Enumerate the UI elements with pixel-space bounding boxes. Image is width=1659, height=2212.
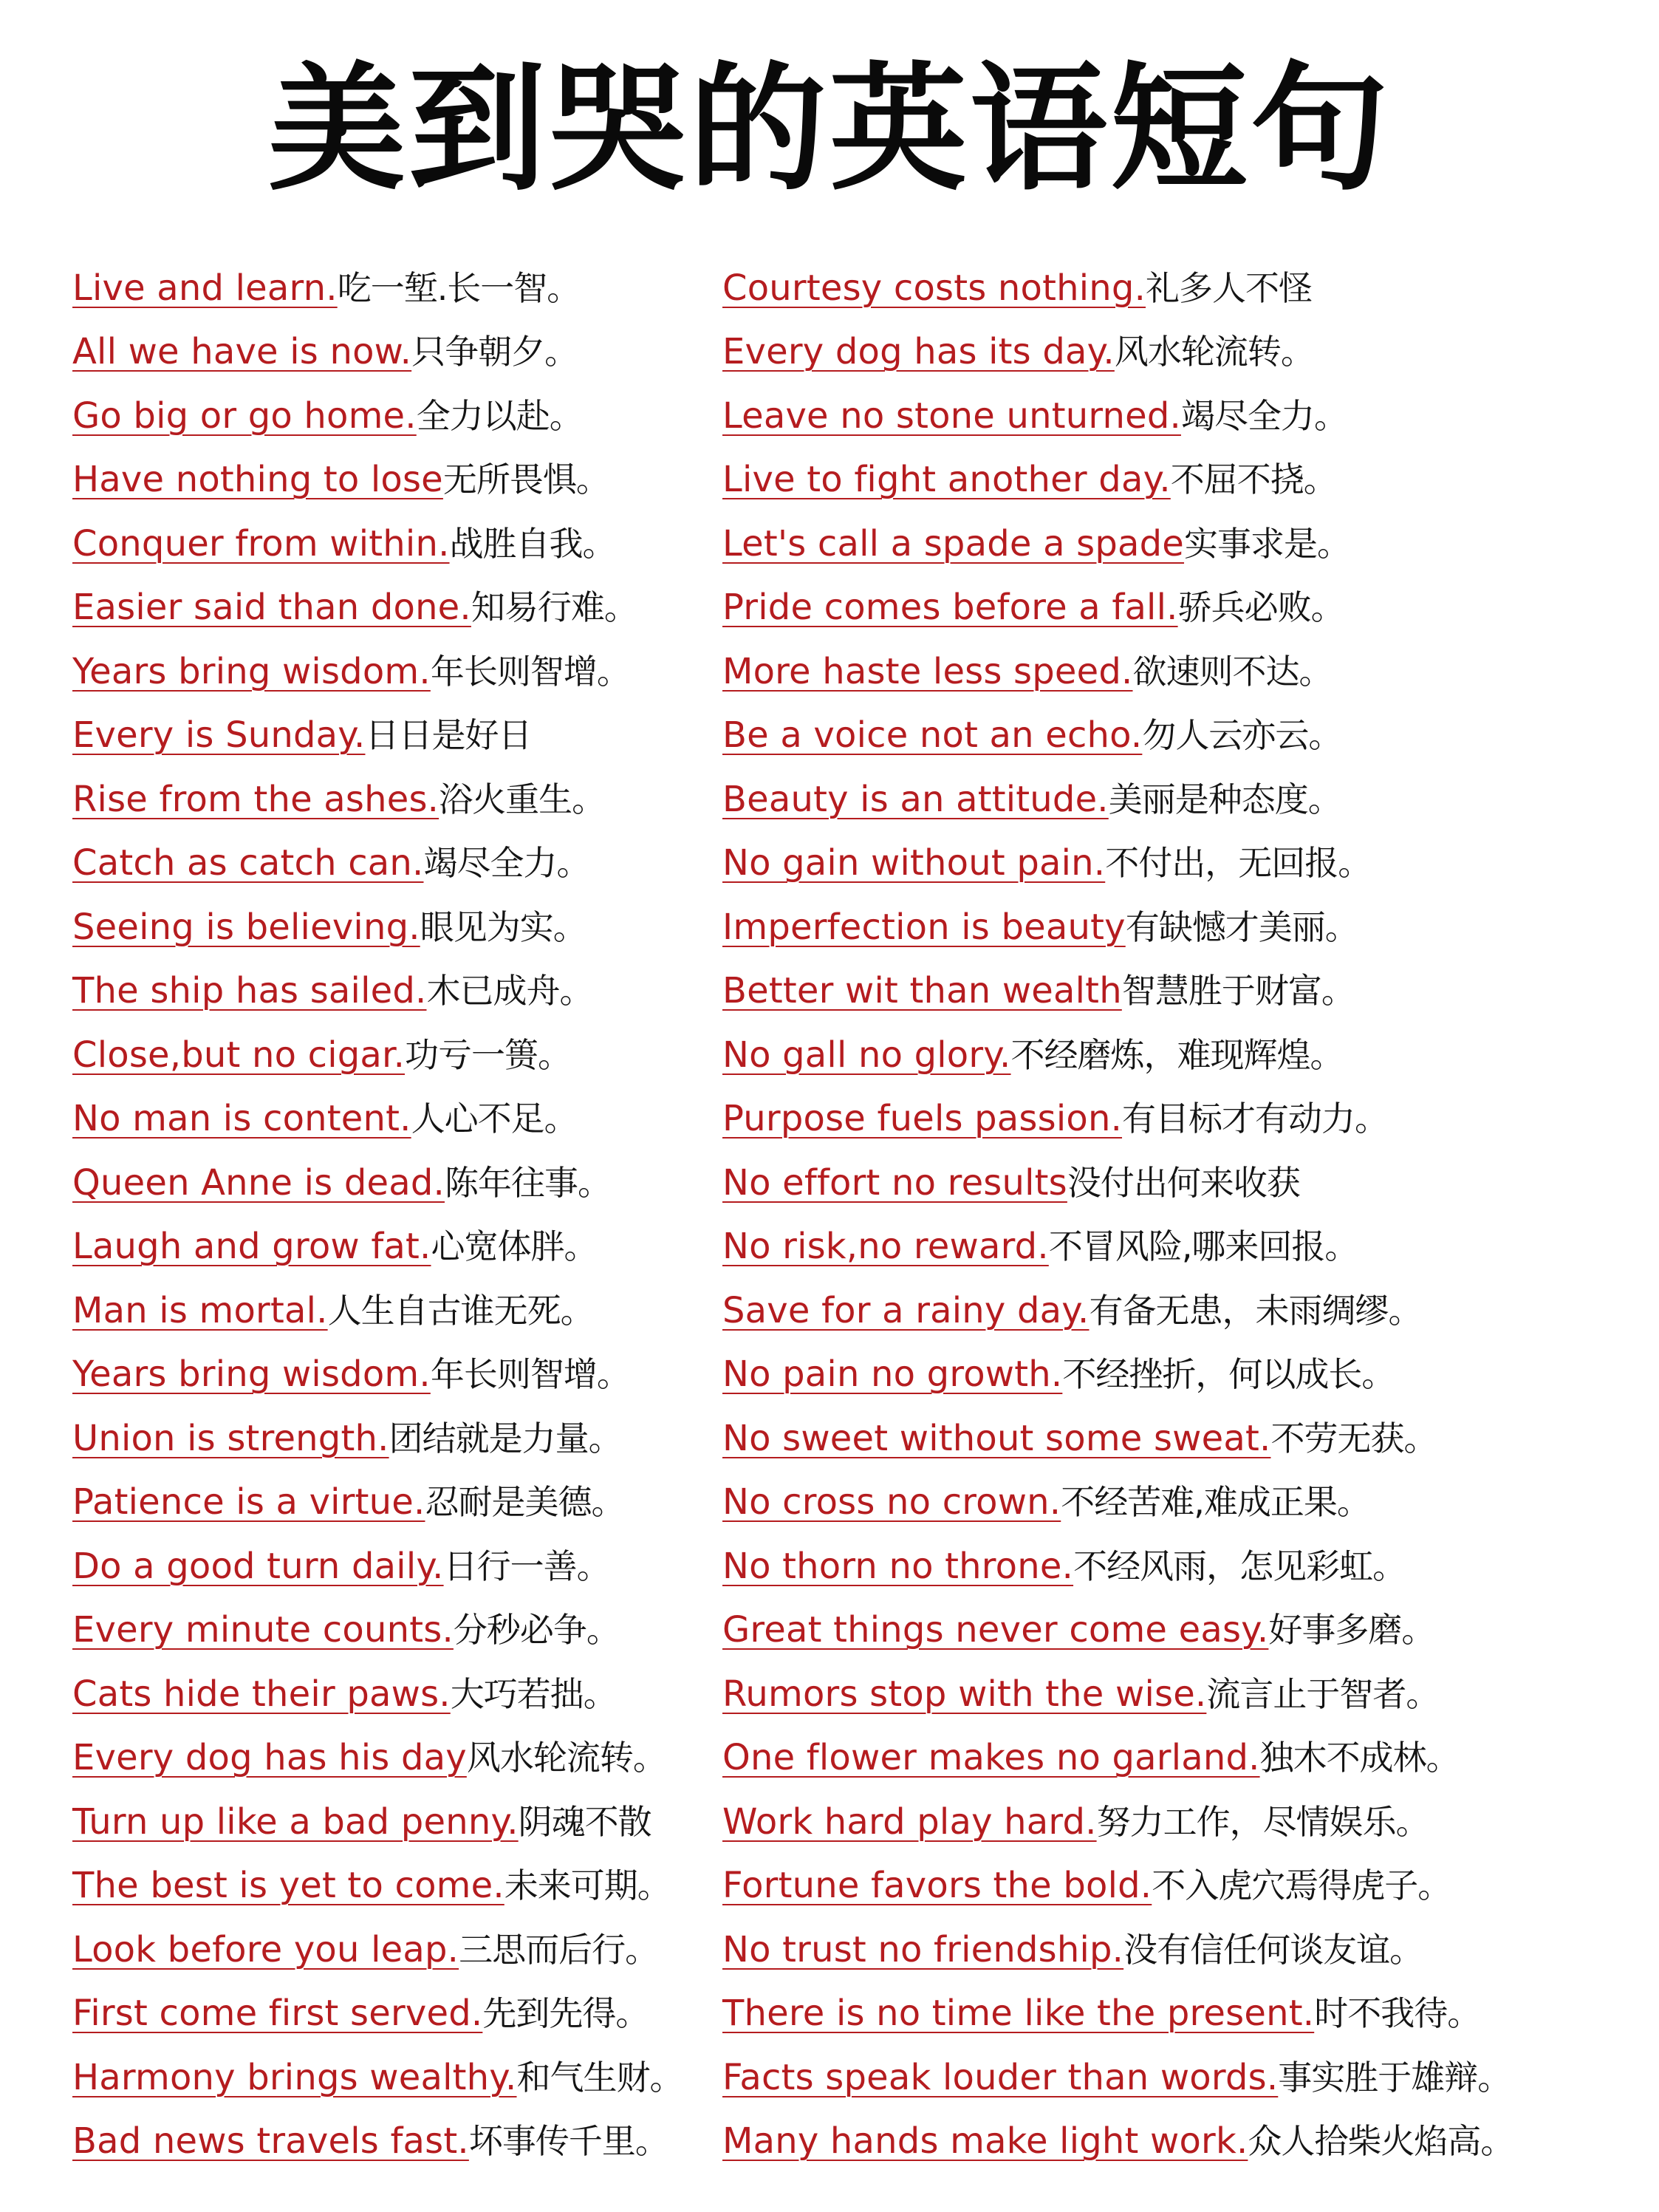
chinese-translation: 礼多人不怪	[1146, 267, 1313, 308]
phrase-pair	[72, 651, 630, 703]
phrase-row	[722, 2109, 1594, 2173]
english-phrase: Every is Sunday.	[72, 714, 366, 756]
chinese-translation: 风水轮流转。	[466, 1738, 666, 1778]
chinese-translation: 分秒必争。	[453, 1610, 620, 1650]
phrase-row	[72, 1916, 722, 1981]
phrase-pair	[722, 1929, 1423, 1981]
english-phrase: Catch as catch can.	[72, 842, 424, 884]
chinese-translation: 日行一善。	[443, 1546, 610, 1586]
phrase-pair	[72, 1418, 622, 1469]
english-phrase: Work hard play hard.	[722, 1800, 1097, 1843]
english-phrase: Man is mortal.	[72, 1289, 328, 1331]
chinese-translation: 只争朝夕。	[411, 332, 578, 372]
chinese-translation: 有目标才有动力。	[1122, 1099, 1389, 1139]
english-phrase: There is no time like the present.	[722, 1993, 1315, 2034]
chinese-translation: 先到先得。	[482, 1993, 649, 2033]
english-phrase: Every dog has his day	[72, 1737, 467, 1778]
phrase-pair	[722, 1098, 1388, 1150]
phrase-pair	[72, 587, 637, 638]
phrase-row	[722, 2044, 1594, 2109]
phrase-row	[72, 1533, 722, 1597]
chinese-translation: 全力以赴。	[416, 395, 583, 436]
phrase-row	[72, 894, 722, 958]
phrase-row	[72, 638, 722, 703]
phrase-row	[72, 255, 722, 319]
phrase-row	[72, 1661, 722, 1725]
chinese-translation: 阴魂不散	[518, 1801, 651, 1842]
phrase-pair	[722, 1865, 1451, 1916]
phrase-pair	[72, 1929, 658, 1981]
chinese-translation: 好事多磨。	[1268, 1610, 1435, 1650]
english-phrase: The ship has sailed.	[72, 970, 427, 1011]
chinese-translation: 三思而后行。	[459, 1929, 659, 1970]
chinese-translation: 战胜自我。	[449, 523, 616, 564]
phrase-row	[72, 1405, 722, 1469]
page-title: 美到哭的英语短句	[267, 49, 1391, 209]
phrase-row	[722, 1086, 1594, 1150]
english-phrase: No thorn no throne.	[722, 1545, 1074, 1587]
phrase-pair	[72, 1162, 611, 1214]
phrase-row	[722, 958, 1594, 1023]
chinese-translation: 大巧若拙。	[450, 1673, 617, 1714]
phrase-pair	[722, 459, 1337, 511]
chinese-translation: 竭尽全力。	[1180, 395, 1347, 436]
chinese-translation: 不经苦难,难成正果。	[1061, 1482, 1370, 1522]
chinese-translation: 人生自古谁无死。	[327, 1290, 594, 1331]
phrase-row	[722, 766, 1594, 830]
chinese-translation: 和气生财。	[516, 2057, 683, 2097]
phrase-pair	[722, 2057, 1511, 2109]
english-phrase: Pride comes before a fall.	[722, 587, 1178, 628]
phrase-row	[722, 1853, 1594, 1917]
english-phrase: No risk,no reward.	[722, 1226, 1049, 1267]
phrase-row	[72, 1150, 722, 1214]
phrase-pair	[72, 779, 605, 830]
phrase-pair	[72, 970, 592, 1022]
phrase-row	[722, 1214, 1594, 1278]
phrase-pair	[72, 907, 586, 958]
english-phrase: One flower makes no garland.	[722, 1737, 1260, 1778]
chinese-translation: 忍耐是美德。	[425, 1482, 625, 1522]
phrase-row	[722, 1277, 1594, 1342]
chinese-translation: 日日是好日	[365, 715, 532, 755]
english-phrase: Go big or go home.	[72, 395, 417, 437]
phrase-row	[72, 511, 722, 575]
phrase-pair	[722, 1546, 1406, 1597]
phrase-row	[72, 2044, 722, 2109]
chinese-translation: 吃一堑.长一智。	[337, 267, 581, 308]
chinese-translation: 不经挫折，何以成长。	[1062, 1354, 1395, 1394]
phrase-row	[722, 1342, 1594, 1406]
phrase-row	[722, 830, 1594, 895]
phrase-pair	[722, 907, 1358, 958]
phrase-row	[72, 383, 722, 447]
chinese-translation: 时不我待。	[1314, 1993, 1481, 2033]
phrase-pair	[722, 651, 1333, 703]
phrase-pair	[722, 1609, 1434, 1661]
chinese-translation: 不经风雨，怎见彩虹。	[1073, 1546, 1406, 1586]
english-phrase: No sweet without some sweat.	[722, 1417, 1271, 1459]
english-phrase: Cats hide their paws.	[72, 1673, 451, 1715]
phrase-pair	[722, 587, 1344, 638]
phrase-row	[72, 1789, 722, 1853]
english-phrase: No man is content.	[72, 1098, 411, 1139]
phrase-pair	[722, 523, 1350, 575]
chinese-translation: 勿人云亦云。	[1142, 715, 1342, 755]
english-phrase: No pain no growth.	[722, 1354, 1063, 1395]
phrase-row	[722, 894, 1594, 958]
phrase-row	[72, 1342, 722, 1406]
phrase-pair	[722, 1737, 1460, 1789]
phrase-row	[72, 830, 722, 895]
english-phrase: Live and learn.	[72, 267, 338, 309]
english-phrase: No gall no glory.	[722, 1034, 1011, 1076]
phrase-row	[72, 575, 722, 639]
english-phrase: Courtesy costs nothing.	[722, 267, 1146, 309]
phrase-pair	[72, 523, 616, 575]
chinese-translation: 流言止于智者。	[1206, 1673, 1440, 1714]
phrase-row	[722, 319, 1594, 383]
phrase-pair	[722, 1354, 1395, 1405]
phrase-row	[722, 383, 1594, 447]
chinese-translation: 不经磨炼，难现辉煌。	[1010, 1034, 1344, 1075]
phrase-pair	[72, 1290, 594, 1342]
english-phrase: Years bring wisdom.	[72, 1354, 431, 1395]
english-phrase: Many hands make light work.	[722, 2120, 1248, 2162]
phrase-pair	[722, 395, 1347, 447]
phrase-row	[722, 1916, 1594, 1981]
english-phrase: No cross no crown.	[722, 1481, 1061, 1523]
phrase-row	[72, 1853, 722, 1917]
phrase-pair	[72, 1354, 630, 1405]
phrase-pair	[72, 267, 580, 319]
chinese-translation: 欲速则不达。	[1132, 651, 1333, 692]
chinese-translation: 团结就是力量。	[389, 1418, 622, 1458]
english-phrase: Rumors stop with the wise.	[722, 1673, 1207, 1715]
chinese-translation: 人心不足。	[411, 1099, 578, 1139]
english-phrase: Live to fight another day.	[722, 459, 1171, 500]
english-phrase: Do a good turn daily.	[72, 1545, 444, 1587]
phrase-row	[722, 1789, 1594, 1853]
english-phrase: Rise from the ashes.	[72, 778, 439, 820]
phrase-row	[72, 1022, 722, 1086]
phrase-pair	[722, 2120, 1513, 2172]
phrase-row	[722, 638, 1594, 703]
phrase-pair	[722, 779, 1341, 830]
english-phrase: Queen Anne is dead.	[72, 1161, 445, 1204]
chinese-translation: 未来可期。	[504, 1865, 671, 1905]
phrase-pair	[722, 1226, 1358, 1277]
english-phrase: Be a voice not an echo.	[722, 714, 1143, 756]
english-phrase: Years bring wisdom.	[72, 650, 431, 692]
english-phrase: Great things never come easy.	[722, 1609, 1269, 1651]
phrase-row	[72, 319, 722, 383]
english-phrase: Bad news travels fast.	[72, 2120, 469, 2162]
phrase-pair	[722, 331, 1314, 383]
english-phrase: Turn up like a bad penny.	[72, 1800, 519, 1843]
chinese-translation: 没付出何来收获	[1067, 1162, 1300, 1203]
phrase-pair	[722, 1034, 1344, 1086]
chinese-translation: 浴火重生。	[439, 779, 606, 819]
phrase-row	[72, 703, 722, 767]
chinese-translation: 风水轮流转。	[1114, 332, 1314, 372]
phrase-row	[722, 575, 1594, 639]
english-phrase: No trust no friendship.	[722, 1928, 1124, 1970]
chinese-translation: 不付出，无回报。	[1105, 843, 1372, 883]
chinese-translation: 心宽体胖。	[431, 1226, 598, 1266]
chinese-translation: 有缺憾才美丽。	[1125, 907, 1358, 947]
phrase-row	[72, 1214, 722, 1278]
phrase-pair	[722, 1418, 1437, 1469]
phrase-pair	[722, 970, 1355, 1022]
english-phrase: No effort no results	[722, 1161, 1067, 1204]
phrase-row	[72, 1981, 722, 2045]
english-phrase: The best is yet to come.	[72, 1865, 504, 1906]
left-phrase-column	[72, 255, 722, 2172]
english-phrase: Purpose fuels passion.	[722, 1098, 1123, 1139]
chinese-translation: 不冒风险,哪来回报。	[1048, 1226, 1358, 1266]
english-phrase: Easier said than done.	[72, 587, 471, 628]
english-phrase: Better wit than wealth	[722, 970, 1122, 1011]
phrase-pair	[72, 1993, 649, 2044]
english-phrase: Harmony brings wealthy.	[72, 2056, 517, 2098]
phrase-pair	[72, 2057, 683, 2109]
phrase-row	[72, 1725, 722, 1789]
phrase-pair	[72, 395, 583, 447]
phrase-row	[72, 447, 722, 511]
phrase-pair	[72, 1673, 617, 1725]
phrase-row	[722, 703, 1594, 767]
phrase-row	[722, 1533, 1594, 1597]
phrase-row	[722, 255, 1594, 319]
phrase-row	[722, 1022, 1594, 1086]
phrase-pair	[72, 714, 531, 766]
phrase-pair	[722, 1481, 1370, 1533]
phrase-row	[722, 1981, 1594, 2045]
chinese-translation: 不屈不挠。	[1170, 460, 1337, 499]
right-phrase-column	[722, 255, 1594, 2172]
phrase-row	[722, 1661, 1594, 1725]
phrase-pair	[722, 714, 1341, 766]
english-phrase: Fortune favors the bold.	[722, 1865, 1152, 1906]
phrase-row	[72, 1277, 722, 1342]
phrase-row	[722, 1150, 1594, 1214]
phrase-row	[72, 1597, 722, 1662]
phrase-row	[722, 1469, 1594, 1534]
chinese-translation: 坏事传千里。	[468, 2121, 668, 2161]
english-phrase: Let's call a spade a spade	[722, 522, 1185, 564]
phrase-row	[72, 1086, 722, 1150]
chinese-translation: 事实胜于雄辩。	[1278, 2057, 1511, 2097]
phrase-row	[72, 1469, 722, 1534]
chinese-translation: 众人拾柴火焰高。	[1248, 2121, 1514, 2161]
english-phrase: Imperfection is beauty	[722, 906, 1126, 948]
phrase-row	[72, 958, 722, 1023]
chinese-translation: 无所畏惧。	[442, 460, 609, 499]
phrase-row	[72, 2109, 722, 2173]
phrase-pair	[72, 1801, 651, 1853]
chinese-translation: 骄兵必败。	[1177, 587, 1344, 627]
english-phrase: Close,but no cigar.	[72, 1034, 406, 1076]
chinese-translation: 功亏一篑。	[405, 1034, 572, 1075]
phrase-row	[722, 1405, 1594, 1469]
english-phrase: Every dog has its day.	[722, 331, 1115, 372]
phrase-pair	[722, 1993, 1480, 2044]
phrase-pair	[72, 1546, 610, 1597]
phrase-pair	[72, 1609, 620, 1661]
chinese-translation: 美丽是种态度。	[1108, 779, 1341, 819]
english-phrase: All we have is now.	[72, 331, 412, 372]
chinese-translation: 不劳无获。	[1270, 1418, 1437, 1458]
english-phrase: Facts speak louder than words.	[722, 2056, 1279, 2098]
english-phrase: Laugh and grow fat.	[72, 1226, 431, 1267]
phrase-row	[722, 447, 1594, 511]
chinese-translation: 眼见为实。	[420, 907, 586, 947]
chinese-translation: 独木不成林。	[1259, 1738, 1460, 1778]
chinese-translation: 年长则智增。	[430, 1354, 630, 1394]
english-phrase: Patience is a virtue.	[72, 1481, 425, 1523]
english-phrase: Have nothing to lose	[72, 459, 443, 500]
phrase-pair	[72, 1865, 671, 1916]
english-phrase: Look before you leap.	[72, 1928, 459, 1970]
english-phrase: Every minute counts.	[72, 1609, 454, 1651]
phrase-pair	[72, 2120, 668, 2172]
phrase-pair	[722, 1801, 1429, 1853]
phrase-row	[72, 766, 722, 830]
phrase-pair	[72, 1737, 666, 1789]
chinese-translation: 木已成舟。	[426, 971, 593, 1011]
phrase-pair	[72, 1034, 571, 1086]
phrase-pair	[722, 267, 1312, 319]
english-phrase: More haste less speed.	[722, 650, 1133, 692]
phrase-pair	[722, 842, 1371, 894]
chinese-translation: 智慧胜于财富。	[1121, 971, 1355, 1011]
phrase-pair	[722, 1162, 1300, 1214]
phrase-row	[722, 1597, 1594, 1662]
phrase-pair	[72, 1226, 598, 1277]
english-phrase: No gain without pain.	[722, 842, 1106, 884]
phrase-pair	[72, 331, 578, 383]
phrase-pair	[72, 459, 609, 511]
chinese-translation: 努力工作，尽情娱乐。	[1096, 1801, 1429, 1842]
english-phrase: Save for a rainy day.	[722, 1289, 1090, 1331]
phrase-pair	[72, 1098, 578, 1150]
english-phrase: Union is strength.	[72, 1417, 389, 1459]
phrase-pair	[72, 1481, 624, 1533]
phrase-pair	[722, 1673, 1439, 1725]
phrase-row	[722, 511, 1594, 575]
english-phrase: First come first served.	[72, 1993, 483, 2034]
chinese-translation: 没有信任何谈友谊。	[1123, 1929, 1423, 1970]
phrase-pair	[722, 1290, 1421, 1342]
phrase-row	[722, 1725, 1594, 1789]
english-phrase: Leave no stone unturned.	[722, 395, 1181, 437]
english-phrase: Beauty is an attitude.	[722, 778, 1109, 820]
english-phrase: Seeing is believing.	[72, 906, 420, 948]
chinese-translation: 竭尽全力。	[423, 843, 590, 883]
chinese-translation: 有备无患，未雨绸缪。	[1089, 1290, 1422, 1331]
english-phrase: Conquer from within.	[72, 522, 450, 564]
chinese-translation: 实事求是。	[1184, 523, 1351, 564]
phrase-pair	[72, 842, 589, 894]
chinese-translation: 陈年往事。	[444, 1162, 611, 1203]
chinese-translation: 年长则智增。	[430, 651, 630, 692]
chinese-translation: 知易行难。	[471, 587, 637, 627]
chinese-translation: 不入虎穴焉得虎子。	[1152, 1865, 1451, 1905]
